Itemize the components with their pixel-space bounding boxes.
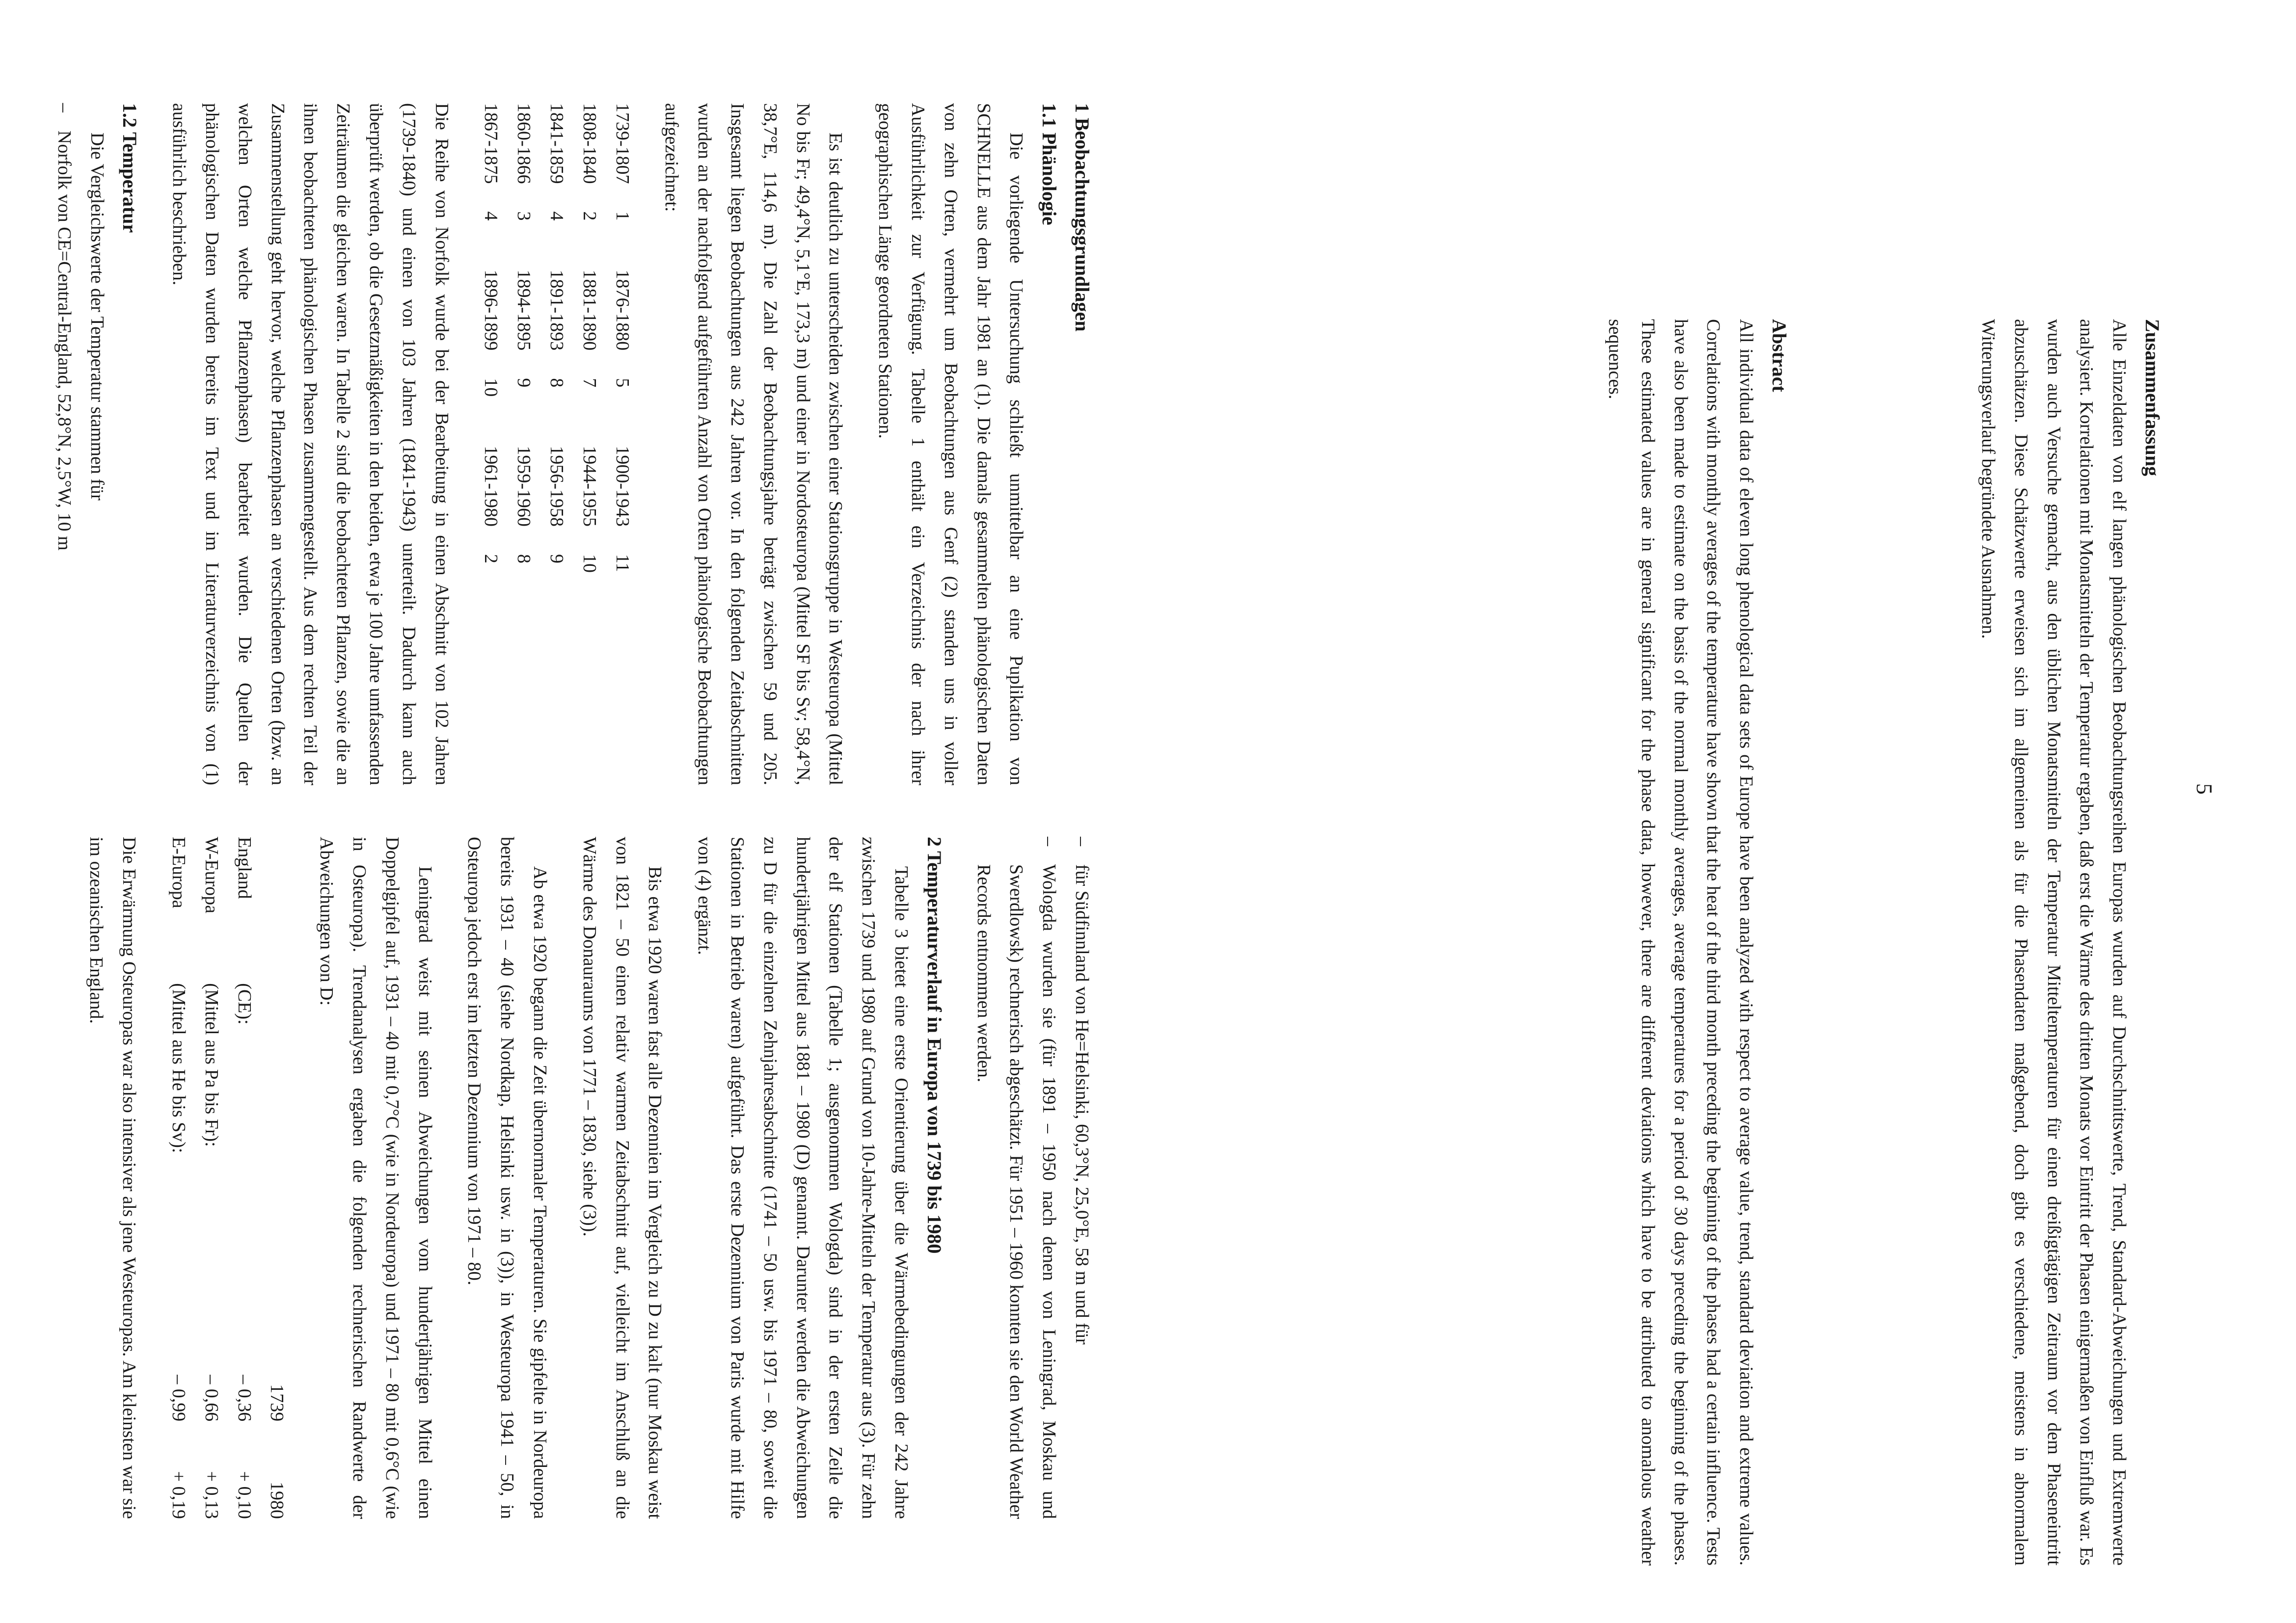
list-item: – Wologda wurden sie (für 1891 – 1950 nach denen von Leningrad, Moskau und Swerdlowsk) rechnerisch abgeschätzt. Für 1951 – 1960 konnten sie den World Weather Records entnommen werden.: [967, 837, 1065, 1519]
table-row: [606, 103, 639, 622]
period-cell: 1896-1899: [481, 269, 502, 351]
table-row: [195, 837, 228, 1519]
abstract-heading: Abstract: [1768, 319, 1790, 392]
section1-1-heading: 1.1 Phänologie: [1038, 103, 1061, 225]
abstract-section: [1598, 319, 1795, 1566]
temperature-source-list-b: [967, 837, 1098, 1519]
temp-para-4: Leningrad weist mit seinen Abweichungen vom hundertjährigen Mittel einen Doppelgipfel auf, 1931 – 40 mit 0,7°C (wie in Nordeuropa) und 1971 – 80 mit 0,6°C (wie in Osteuropa). Trendanalysen ergaben die folgenden rechnerischen Randwerte der Abweichungen von D:: [316, 837, 435, 1519]
period-cell: 1881-1890: [579, 269, 600, 351]
source-cell: (Mittel aus Pa bis Fr):: [201, 983, 222, 1147]
station-count-cell: 1: [612, 211, 633, 221]
station-count-cell: 3: [513, 211, 535, 221]
trend-boundary-table: [162, 837, 293, 1519]
value-1980-cell: + 0,19: [168, 1471, 189, 1519]
value-1739-cell: – 0,36: [234, 1375, 255, 1422]
value-1739-cell: – 0,99: [168, 1375, 189, 1422]
section2-heading: 2 Temperaturverlauf in Europa von 1739 bis 1980: [923, 837, 945, 1254]
section1-2-heading: 1.2 Temperatur: [119, 103, 141, 233]
region-cell: England: [234, 837, 255, 899]
region-cell: E-Europa: [168, 837, 189, 908]
period-cell: 1956-1958: [546, 446, 567, 527]
temp-para-3: Ab etwa 1920 begann die Zeit übernormaler Temperaturen. Sie gipfelte in Nordeuropa bereits 1931 – 40 (siehe Nordkap, Helsinki usw. in (3)), in Westeuropa 1941 – 50, in Osteuropa jedoch erst im letzten Dezennium von 1971 – 80.: [464, 837, 551, 1519]
station-count-cell: 10: [481, 378, 502, 397]
table-row: [162, 837, 195, 1519]
left-column: [48, 103, 1098, 785]
station-count-cell: 4: [481, 211, 502, 221]
section1-heading: 1 Beobachtungsgrundlagen: [1071, 103, 1093, 332]
source-cell: (Mittel aus He bis Sv):: [168, 983, 189, 1153]
table-row: [507, 103, 540, 622]
table-header-cell: 1739: [267, 1384, 288, 1422]
period-cell: 1894-1895: [513, 269, 535, 351]
station-count-cell: 2: [481, 554, 502, 563]
temp-para-5: Die Erwärmung Osteuropas war also intensiver als jene Westeuropas. Am kleinsten war sie im ozeanischen England.: [86, 837, 140, 1519]
temperature-source-list-a: [48, 103, 81, 785]
right-column: [80, 837, 1098, 1519]
table-row: [261, 837, 294, 1519]
station-count-cell: 7: [579, 378, 600, 388]
station-count-cell: 9: [513, 378, 535, 388]
summary-section: [1972, 319, 2168, 1566]
period-cell: 1891-1893: [546, 269, 567, 351]
table-header-cell: [261, 837, 294, 983]
station-count-cell: 8: [546, 378, 567, 388]
temp-para-1: Tabelle 3 bietet eine erste Orientierung über die Wärmebedingungen der 242 Jahre zwischen 1739 und 1980 auf Grund von 10-Jahre-Mitteln der Temperatur aus (3). Für zehn der elf Stationen (Tabelle 1; ausgenommen Wologda) sind in der ersten Zeile die hundertjährigen Mittel aus 1881 – 1980 (D) genannt. Darunter werden die Abweichungen zu D für die einzelnen Zehnjahresabschnitte (1741 – 50 usw. bis 1971 – 80, soweit die Stationen in Betrieb waren) aufgeführt. Das erste Dezennium von Paris wurde mit Hilfe von (4) ergänzt.: [694, 837, 912, 1519]
value-1980-cell: + 0,10: [234, 1471, 255, 1519]
period-cell: 1900-1943: [612, 446, 633, 527]
value-1739-cell: – 0,66: [201, 1375, 222, 1422]
phenology-para-1: Die vorliegende Untersuchung schließt unmittelbar an eine Puplikation von SCHNELLE aus dem Jahr 1981 an (1). Die damals gesammelten phänologischen Daten von zehn Orten, vermehrt um Beobachtungen aus Genf (2) standen uns in voller Ausführlichkeit zur Verfügung. Tabelle 1 enthält ein Verzeichnis der nach ihrer geographischen Länge geordneten Stationen.: [875, 103, 1027, 785]
period-cell: 1808-1840: [579, 103, 600, 184]
period-cell: 1860-1866: [513, 103, 535, 184]
station-count-cell: 10: [579, 554, 600, 573]
table-row: [475, 103, 508, 622]
period-cell: 1841-1859: [546, 103, 567, 184]
phenology-para-2: Es ist deutlich zu unterscheiden zwischen einer Stationsgruppe in Westeuropa (Mittel No bis Fr; 49,4°N, 5,1°E, 173,3 m) und einer in Nordosteuropa (Mittel SF bis Sv; 58,4°N, 38,7°E, 114,6 m). Die Zahl der Beobachtungsjahre beträgt zwischen 59 und 205. Insgesamt liegen Beobachtungen aus 242 Jahren vor. In den folgenden Zeitabschnitten wurden an der nachfolgend aufgeführten Anzahl von Orten phänologische Beobachtungen aufgezeichnet:: [661, 103, 846, 785]
period-cell: 1739-1807: [612, 103, 633, 184]
page-number: 5: [2192, 783, 2217, 795]
period-cell: 1867-1875: [481, 103, 502, 184]
temp-para-2: Bis etwa 1920 waren fast alle Dezennien im Vergleich zu D zu kalt (nur Moskau weist von 1821 – 50 einen relativ warmen Zeitabschnitt auf, vielleicht im Anschluß an die Wärme des Donauraums von 1771 – 1830, siehe (3)).: [579, 837, 666, 1519]
station-count-cell: 5: [612, 378, 633, 388]
abstract-text: All individual data of eleven long phenological data sets of Europe have been analyzed with respect to average value, trend, standard deviation and extreme values. Correlations with monthly averages of the temperature have shown that the heat of the third month preceding the beginning of the phases had a certain influence. Tests have also been made to estimate on the basis of the normal monthly averages, average temperatures for a period of 30 days preceding the beginning of the phases. These estimated values are in general significant for the phase data, however, there are different deviations which have to be attributed to anomalous weather sequences.: [1605, 319, 1757, 1566]
station-count-cell: 8: [513, 554, 535, 563]
source-cell: (CE):: [234, 983, 255, 1025]
period-cell: 1944-1955: [579, 446, 600, 527]
period-cell: 1876-1880: [612, 269, 633, 351]
period-cell: 1959-1960: [513, 446, 535, 527]
station-count-cell: 2: [579, 211, 600, 221]
period-cell: 1961-1980: [481, 446, 502, 527]
table-row: [540, 103, 573, 622]
station-count-cell: 11: [612, 554, 633, 572]
station-count-cell: 9: [546, 554, 567, 563]
temperature-intro: Die Vergleichswerte der Temperatur stammen für: [86, 133, 108, 501]
list-item: – für Südfinnland von He=Helsinki, 60,3°N, 25,0°E, 58 m und für: [1065, 837, 1098, 1519]
table-header-cell: 1980: [267, 1482, 288, 1519]
value-1980-cell: + 0,13: [201, 1471, 222, 1519]
table-row: [573, 103, 606, 622]
station-count-table: [475, 103, 639, 622]
list-item: – Norfolk von CE=Central-England, 52,8°N, 2,5°W, 10 m: [48, 103, 81, 785]
station-count-cell: 4: [546, 211, 567, 221]
summary-text: Alle Einzeldaten von elf langen phänologischen Beobachtungsreihen Europas wurden auf Durchschnittswerte, Trend, Standard-Abweichungen und Extremwerte analysiert. Korrelationen mit Monatsmitteln der Temperatur ergaben, daß erst die Wärme des dritten Monats vor Eintritt der Phasen einigermaßen von Einfluß war. Es wurden auch Versuche gemacht, aus den üblichen Monatsmitteln der Temperatur Mitteltemperaturen für einen dreißigtägigen Zeitraum vor dem Phaseneintritt abzuschätzen. Diese Schätzwerte erweisen sich im allgemeinen als für die Phasendaten maßgebend, doch gibt es verschiedene, meistens in abnormalem Witterungsverlauf begründete Ausnahmen.: [1978, 319, 2130, 1566]
table-row: [228, 837, 261, 1519]
summary-heading: Zusammenfassung: [2141, 319, 2163, 477]
region-cell: W-Europa: [201, 837, 222, 914]
table-header-cell: [261, 983, 294, 1324]
phenology-para-3: Die Reihe von Norfolk wurde bei der Bearbeitung in einen Abschnitt von 102 Jahren (1739-1840) und einen von 103 Jahren (1841-1943) unterteilt. Dadurch kann auch überprüft werden, ob die Gesetzmäßigkeiten in den beiden, etwa je 100 Jahre umfassenden Zeiträumen die gleichen waren. In Tabelle 2 sind die beobachteten Pflanzen, sowie die an ihnen beobachteten phänologischen Phasen zusammengestellt. Aus dem rechten Teil der Zusammenstellung geht hervor, welche Pflanzenphasen an verschiedenen Orten (bzw. an welchen Orten welche Pflanzenphasen) bearbeitet wurden. Die Quellen der phänologischen Daten wurden bereits im Text und im Literaturverzeichnis von (1) ausführlich beschrieben.: [169, 103, 452, 785]
